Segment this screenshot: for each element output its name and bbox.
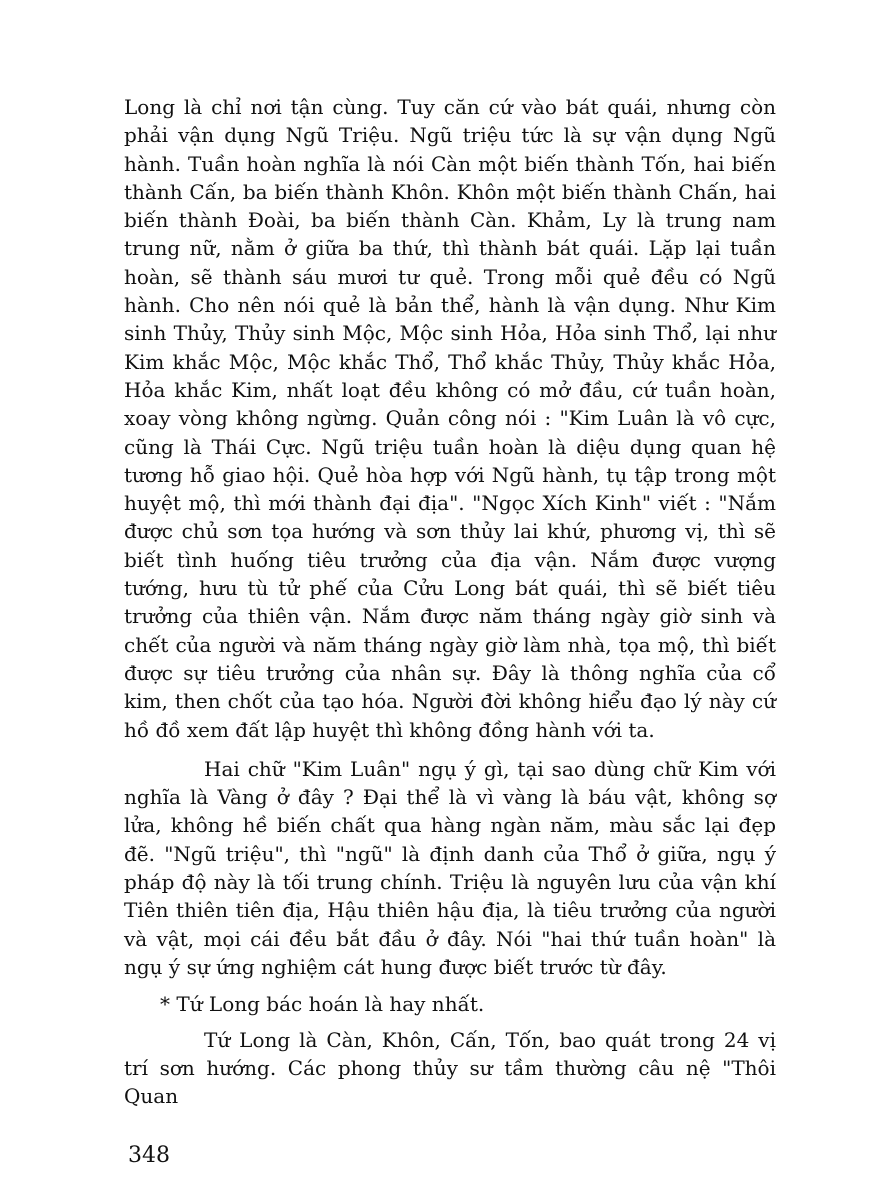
bullet-heading: * Tứ Long bác hoán là hay nhất. <box>160 992 485 1017</box>
paragraph-3: Tứ Long là Càn, Khôn, Cấn, Tốn, bao quát trong 24 vị trí sơn hướng. Các phong thủy sư tầm thường câu nệ "Thôi Quan <box>124 1027 776 1109</box>
body-text <box>124 93 776 1110</box>
paragraph-2: Hai chữ "Kim Luân" ngụ ý gì, tại sao dùng chữ Kim với nghĩa là Vàng ở đây ? Đại thể là vì vàng là báu vật, không sợ lửa, không hề biến chất qua hàng ngàn năm, màu sắc lại đẹp đẽ. "Ngũ triệu", thì "ngũ" là định danh của Thổ ở giữa, ngụ ý pháp độ này là tối trung chính. Triệu là nguyên lưu của vận khí Tiên thiên tiên địa, Hậu thiên hậu địa, là tiêu trưởng của người và vật, mọi cái đều bắt đầu ở đây. Nói "hai thứ tuần hoàn" là ngụ ý sự ứng nghiệm cát hung được biết trước từ đây. <box>124 756 776 979</box>
paragraph-1: Long là chỉ nơi tận cùng. Tuy căn cứ vào bát quái, nhưng còn phải vận dụng Ngũ Triệu. Ngũ triệu tức là sự vận dụng Ngũ hành. Tuần hoàn nghĩa là nói Càn một biến thành Tốn, hai biến thành Cấn, ba biến thành Khôn. Khôn một biến thành Chấn, hai biến thành Đoài, ba biến thành Càn. Khảm, Ly là trung nam trung nữ, nằm ở giữa ba thứ, thì thành bát quái. Lặp lại tuần hoàn, sẽ thành sáu mươi tư quẻ. Trong mỗi quẻ đều có Ngũ hành. Cho nên nói quẻ là bản thể, hành là vận dụng. Như Kim sinh Thủy, Thủy sinh Mộc, Mộc sinh Hỏa, Hỏa sinh Thổ, lại như Kim khắc Mộc, Mộc khắc Thổ, Thổ khắc Thủy, Thủy khắc Hỏa, Hỏa khắc Kim, nhất loạt đều không có mở đầu, cứ tuần hoàn, xoay vòng không ngừng. Quản công nói : "Kim Luân là vô cực, cũng là Thái Cực. Ngũ triệu tuần hoàn là diệu dụng quan hệ tương hỗ giao hội. Quẻ hòa hợp với Ngũ hành, tụ tập trong một huyệt mộ, thì mới thành đại địa". "Ngọc Xích Kinh" viết : "Nắm được chủ sơn tọa hướng và sơn thủy lai khứ, phương vị, thì sẽ biết tình huống tiêu trưởng của địa vận. Nắm được vượng tướng, hưu tù tử phế của Cửu Long bát quái, thì sẽ biết tiêu trưởng của thiên vận. Nắm được năm tháng ngày giờ sinh và chết của người và năm tháng ngày giờ làm nhà, tọa mộ, thì biết được sự tiêu trưởng của nhân sự. Đây là thông nghĩa của cổ kim, then chốt của tạo hóa. Người đời không hiểu đạo lý này cứ hồ đồ xem đất lập huyệt thì không đồng hành với ta. <box>124 95 776 742</box>
page-number: 348 <box>128 1143 170 1168</box>
